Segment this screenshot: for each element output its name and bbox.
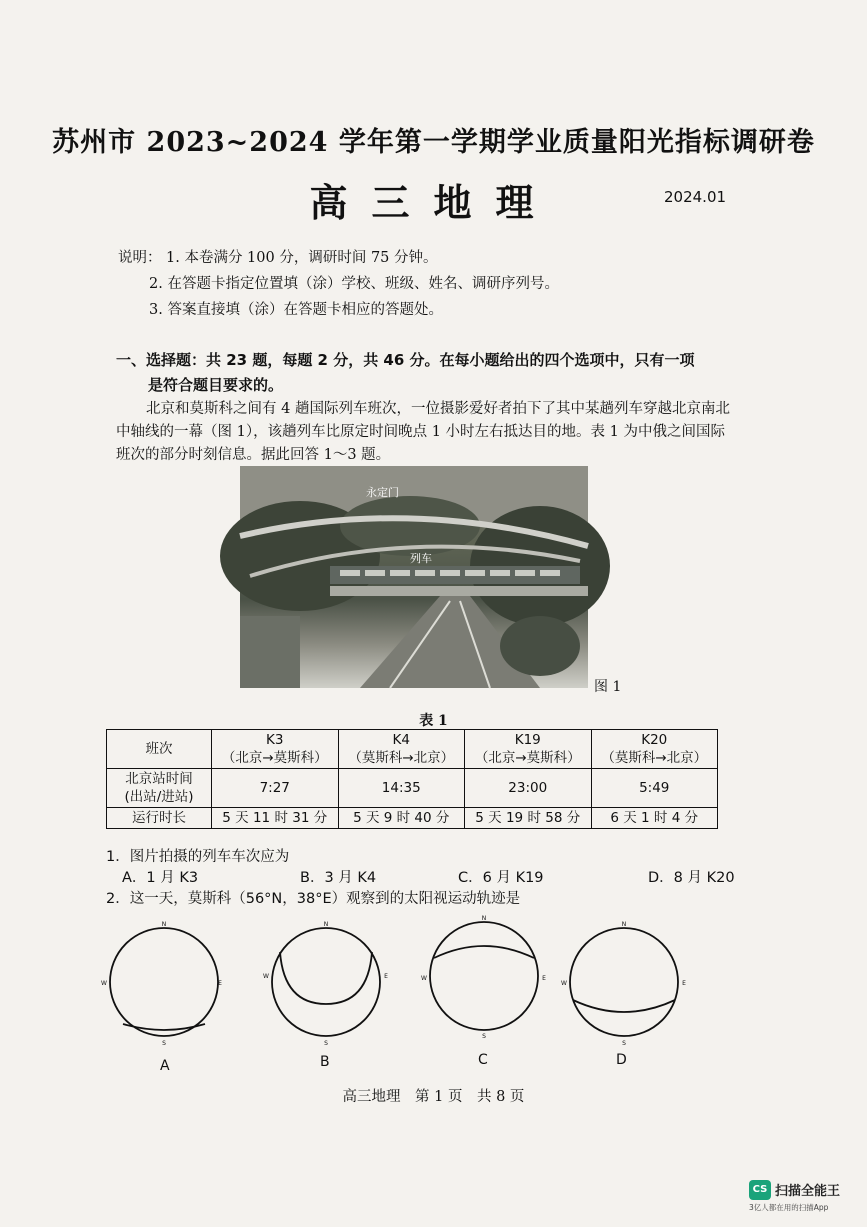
sun-path-circle-c [430,922,538,1030]
compass-e-c: E [542,975,546,982]
compass-w-a: W [101,980,107,987]
header-cell [212,730,339,769]
header-cell [465,730,592,769]
compass-n-d: N [621,921,627,928]
duration-label: 运行时长 [107,808,212,829]
question-1-option-a: A．1 月 K3 [122,870,199,886]
table-caption: 表 1 [419,713,448,729]
sun-path-diagrams [96,915,736,1050]
notes-prefix: 说明： [118,250,162,266]
train-photo-drawing [240,466,588,688]
label-yongdingmen: 永定门 [366,486,399,499]
note-item-1: 1. 本卷满分 100 分，调研时间 75 分钟。 [166,250,438,266]
row-header-trains: 班次 [107,730,212,769]
train-route: （北京→莫斯科） [221,750,328,766]
compass-s-a: S [162,1040,166,1047]
train-code: K3 [266,732,284,748]
train-route: （北京→莫斯科） [474,750,581,766]
time-cell: 5:49 [591,769,718,808]
scanner-app-name: 扫描全能王 [775,1184,841,1199]
exam-title: 苏州市 2023~2024 学年第一学期学业质量阳光指标调研卷 [52,127,815,158]
time-cell: 23:00 [465,769,592,808]
page-footer: 高三地理 第 1 页 共 8 页 [342,1089,525,1105]
compass-w-b: W [263,973,269,980]
exam-subject: 高三地理 [309,180,558,225]
sun-path-arc-a [123,1024,205,1030]
sun-path-arc-d [573,1000,675,1012]
header-cell [338,730,465,769]
question-1-option-b: B．3 月 K4 [300,870,377,886]
train-route: （莫斯科→北京） [348,750,455,766]
compass-e-a: E [218,980,222,987]
time-cell: 7:27 [212,769,339,808]
question-1-option-c: C．6 月 K19 [458,870,544,886]
duration-cell: 5 天 9 时 40 分 [338,808,465,829]
time-cell: 14:35 [338,769,465,808]
compass-w-d: W [561,980,567,987]
table-row [107,730,718,769]
compass-s-c: S [482,1033,486,1040]
compass-e-b: E [384,973,388,980]
section-header [116,348,736,398]
header-cell [591,730,718,769]
question-1-option-d: D．8 月 K20 [648,870,735,886]
exam-date: 2024.01 [664,188,727,206]
section-line-2: 是符合题目要求的。 [148,376,284,394]
sun-path-circle-d [570,928,678,1036]
note-item-2: 2. 在答题卡指定位置填（涂）学校、班级、姓名、调研序列号。 [149,276,559,292]
compass-e-d: E [682,980,686,987]
diagram-label-c: C [478,1052,488,1068]
diagram-label-d: D [616,1052,627,1068]
sun-path-arc-c [434,946,534,958]
scanner-app-icon: CS [749,1180,771,1200]
section-line-1: 一、选择题：共 23 题，每题 2 分，共 46 分。在每小题给出的四个选项中，只有一项 [116,351,695,369]
compass-n-b: N [323,921,329,928]
compass-n-c: N [481,915,487,922]
sun-path-circle-a [110,928,218,1036]
train-schedule-table [106,729,718,829]
diagram-label-a: A [160,1058,170,1074]
train-code: K19 [514,732,541,748]
train-code: K4 [392,732,410,748]
table-row [107,808,718,829]
train-photo [240,466,588,688]
question-2-stem: 2．这一天，莫斯科（56°N，38°E）观察到的太阳视运动轨迹是 [106,891,521,907]
duration-cell: 5 天 19 时 58 分 [465,808,592,829]
compass-s-d: S [622,1040,626,1047]
note-item-3: 3. 答案直接填（涂）在答题卡相应的答题处。 [149,302,443,318]
duration-cell: 6 天 1 时 4 分 [591,808,718,829]
duration-cell: 5 天 11 时 31 分 [212,808,339,829]
time-label-line-2: (出站/进站) [124,789,194,805]
scanner-badge [749,1180,849,1212]
time-label-line-1: 北京站时间 [125,771,193,787]
compass-w-c: W [421,975,427,982]
compass-s-b: S [324,1040,328,1047]
figure-caption: 图 1 [594,679,622,695]
label-train: 列车 [410,552,432,565]
time-label [107,769,212,808]
diagram-label-b: B [320,1054,330,1070]
train-code: K20 [641,732,668,748]
question-1-stem: 1．图片拍摄的列车车次应为 [106,849,290,865]
compass-n-a: N [161,921,167,928]
train-route: （莫斯科→北京） [601,750,708,766]
sun-path-arc-b [280,952,372,1004]
table-row [107,769,718,808]
intro-paragraph: 北京和莫斯科之间有 4 趟国际列车班次，一位摄影爱好者拍下了其中某趟列车穿越北京南北中轴线的一幕（图 1），该趟列车比原定时间晚点 1 小时左右抵达目的地。表 1 为中俄之间国际班次的部分时刻信息。据此回答 1～3 题。 [116,401,730,463]
scanner-app-tagline: 3亿人都在用的扫描App [749,1203,829,1212]
